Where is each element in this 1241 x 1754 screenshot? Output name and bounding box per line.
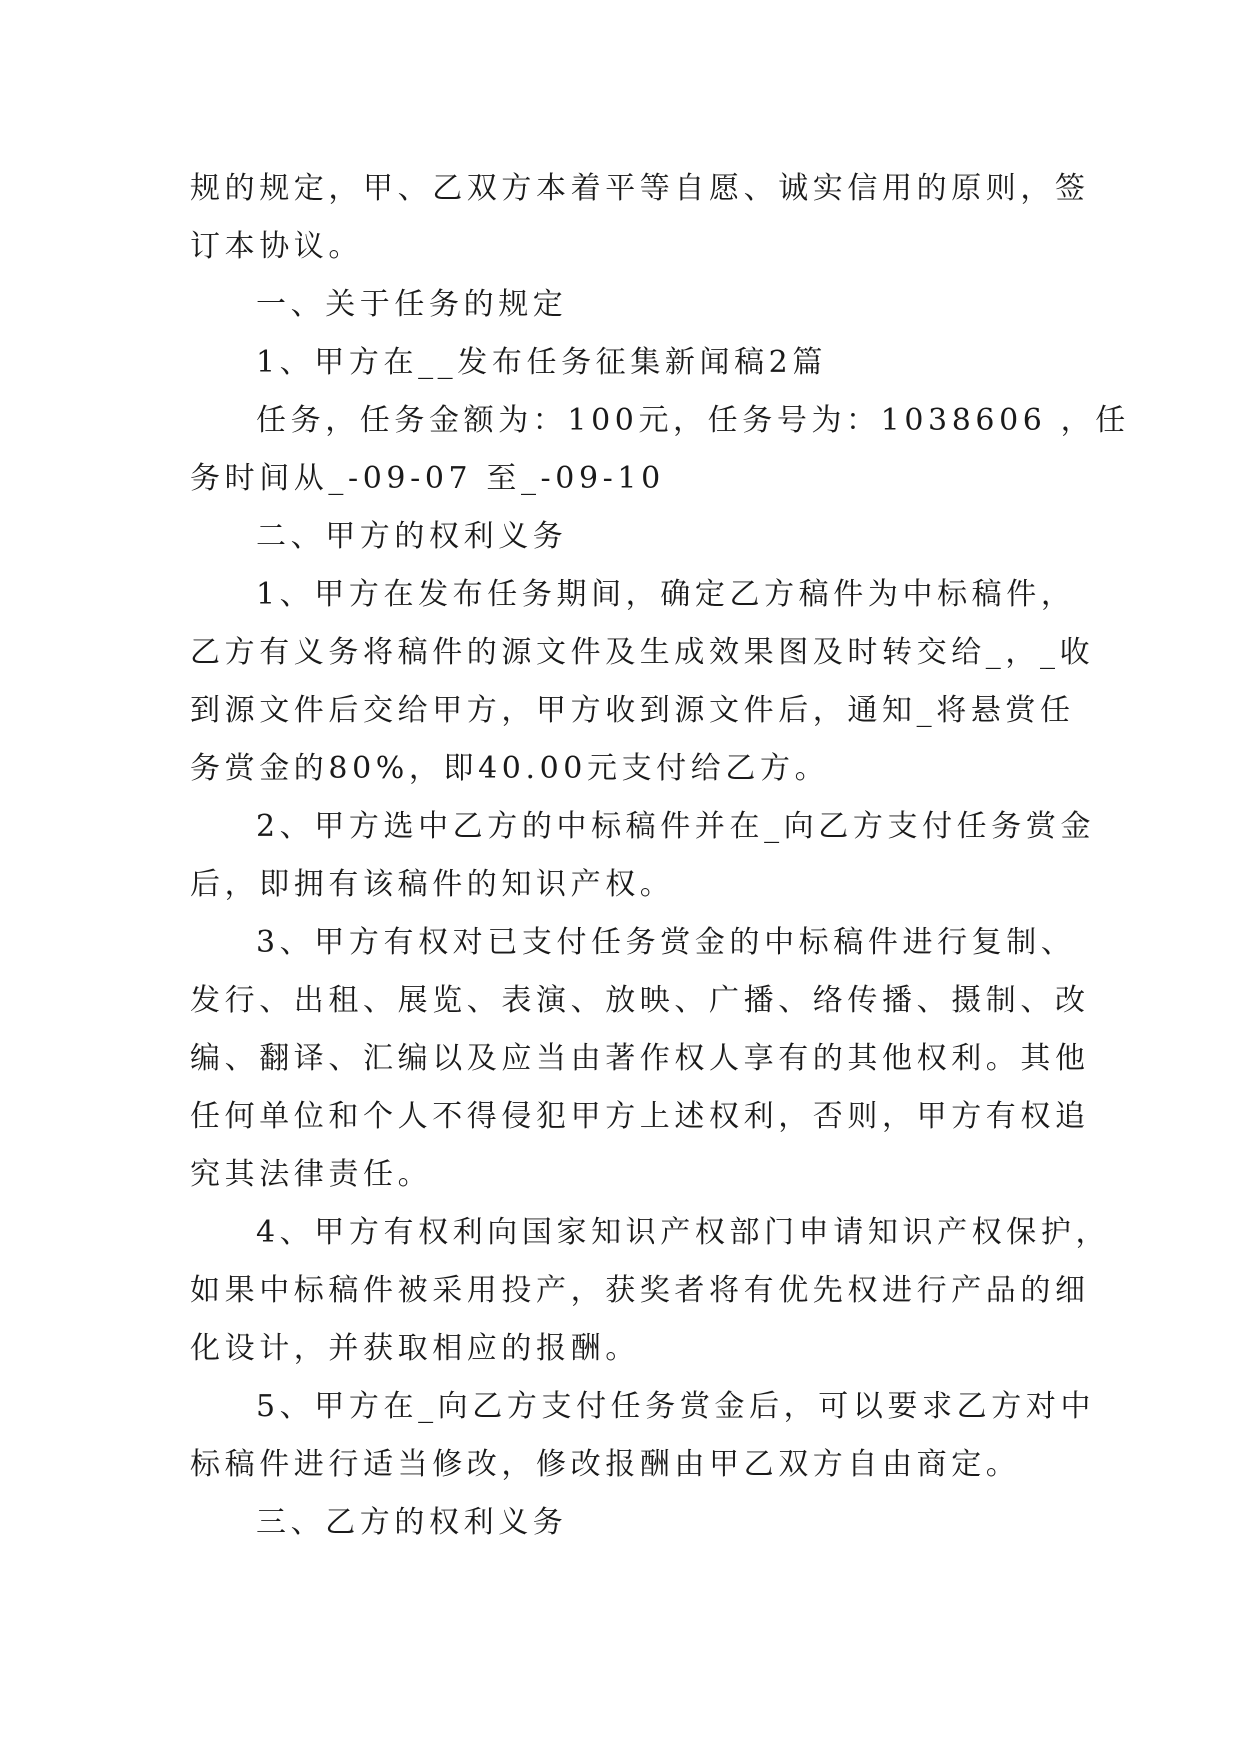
text-line: 后，即拥有该稿件的知识产权。 xyxy=(190,867,675,902)
text-line: 2、甲方选中乙方的中标稿件并在_向乙方支付任务赏金 xyxy=(256,809,1096,844)
text-line: 3、甲方有权对已支付任务赏金的中标稿件进行复制、 xyxy=(256,925,1076,960)
text-line: 标稿件进行适当修改，修改报酬由甲乙双方自由商定。 xyxy=(190,1447,1021,1482)
document-page xyxy=(190,160,1130,1552)
text-line: 5、甲方在_向乙方支付任务赏金后，可以要求乙方对中 xyxy=(256,1389,1096,1424)
section-heading: 二、甲方的权利义务 xyxy=(256,519,568,554)
text-line: 务赏金的80%，即40.00元支付给乙方。 xyxy=(190,751,830,786)
text-line: 发行、出租、展览、表演、放映、广播、络传播、摄制、改 xyxy=(190,983,1090,1018)
text-line: 订本协议。 xyxy=(190,229,363,264)
text-line: 1、甲方在__发布任务征集新闻稿2篇 xyxy=(256,345,827,380)
text-line: 任何单位和个人不得侵犯甲方上述权利，否则，甲方有权追 xyxy=(190,1099,1090,1134)
text-line: 究其法律责任。 xyxy=(190,1157,433,1192)
text-line: 1、甲方在发布任务期间，确定乙方稿件为中标稿件， xyxy=(256,577,1076,612)
text-line: 到源文件后交给甲方，甲方收到源文件后，通知_将悬赏任 xyxy=(190,693,1075,728)
text-line: 编、翻译、汇编以及应当由著作权人享有的其他权利。其他 xyxy=(190,1041,1090,1076)
text-line: 4、甲方有权利向国家知识产权部门申请知识产权保护， xyxy=(256,1215,1111,1250)
text-line: 任务，任务金额为：100元，任务号为：1038606 ，任 xyxy=(256,403,1130,438)
text-line: 规的规定，甲、乙双方本着平等自愿、诚实信用的原则，签 xyxy=(190,171,1090,206)
section-heading: 一、关于任务的规定 xyxy=(256,287,568,322)
text-line: 务时间从_-09-07 至_-09-10 xyxy=(190,461,665,496)
section-heading: 三、乙方的权利义务 xyxy=(256,1505,568,1540)
text-line: 乙方有义务将稿件的源文件及生成效果图及时转交给_，_收 xyxy=(190,635,1095,670)
text-line: 如果中标稿件被采用投产，获奖者将有优先权进行产品的细 xyxy=(190,1273,1090,1308)
text-line: 化设计，并获取相应的报酬。 xyxy=(190,1331,640,1366)
